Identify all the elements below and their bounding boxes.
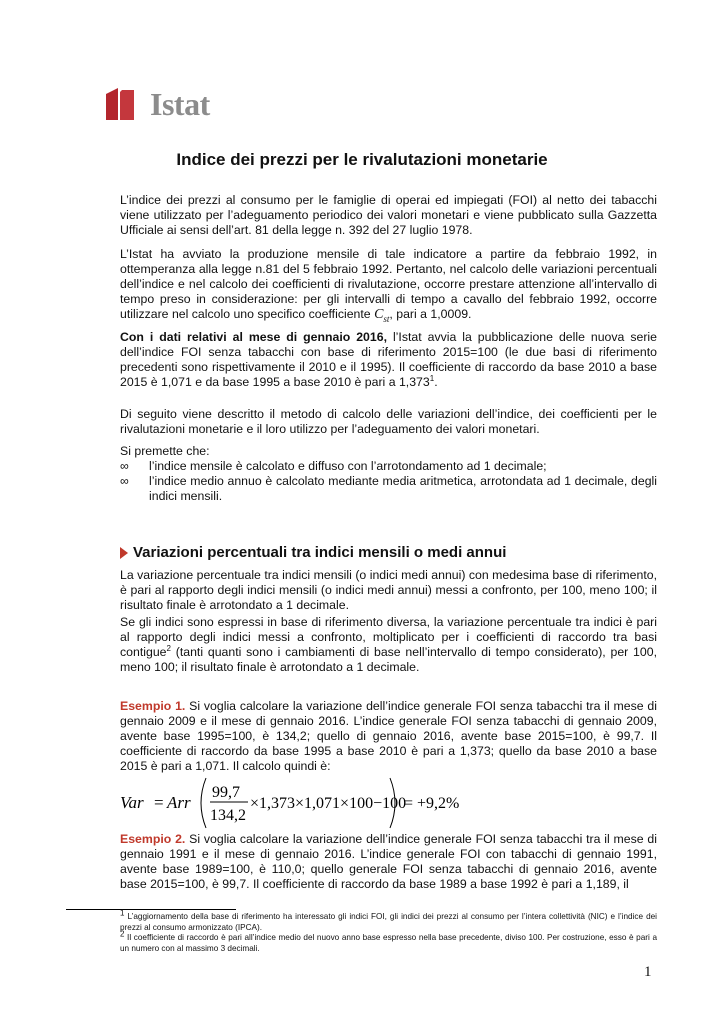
intro-paragraph-1 [120, 193, 657, 238]
footnote-number: 1 [120, 908, 125, 918]
intro-p3-end: . [434, 375, 438, 389]
premise-block [120, 444, 657, 504]
section-heading-text: Variazioni percentuali tra indici mensili o medi annui [133, 544, 507, 561]
section-heading [120, 544, 506, 561]
left-parenthesis-icon [201, 778, 206, 828]
section1-paragraph-2 [120, 615, 657, 675]
formula-equals: = [154, 793, 164, 812]
footnote-ref-1[interactable]: 1 [429, 373, 435, 383]
example-1-label: Esempio 1. [120, 699, 186, 713]
example-2-label: Esempio 2. [120, 832, 186, 846]
intro-p2-text: L’Istat ha avviato la produzione mensile di tale indicatore a partire da febbraio 1992, in ottemperanza alla legge n.81 del 5 febbraio 1992. Pertanto, nel calcolo delle variazioni percentuali dell’indice e nel calcolo dei coefficienti di rivalutazione, occorre prestare attenzione all’intervallo di tempo preso in considerazione: per gli intervalli di tempo a cavallo del febbraio 1992, occorre utilizzare nel calcolo uno specifico coefficiente [120, 247, 657, 321]
intro-paragraph-2 [120, 247, 657, 327]
footnote-ref-2[interactable]: 2 [166, 643, 171, 653]
list-item-text: l’indice medio annuo è calcolato mediante media aritmetica, arrotondata ad 1 decimale, degli indici mensili. [149, 474, 657, 503]
intro-p3-bold: Con i dati relativi al mese di gennaio 2016, [120, 330, 387, 344]
formula-arr: Arr [167, 793, 191, 812]
example-2 [120, 832, 657, 892]
section1-p2-tail: (tanti quanti sono i cambiamenti di base nell’intervallo di tempo considerato), per 100, meno 100; il risultato finale è arrotondato a 1 decimale. [120, 645, 657, 674]
example-1 [120, 699, 657, 774]
footnote-number: 2 [120, 929, 125, 939]
footnote-text: Il coefficiente di raccordo è pari all’indice medio del nuovo anno base espresso nella base precedente, diviso 100. Per costruzione, esso è pari a un numero con al massimo 3 decimali. [120, 933, 657, 953]
page-title: Indice dei prezzi per le rivalutazioni monetarie [176, 150, 548, 169]
intro-p2-tail: , pari a 1,0009. [389, 307, 472, 321]
red-arrow-icon [120, 547, 128, 559]
intro-paragraph-4 [120, 407, 657, 437]
footnote-1 [120, 908, 657, 933]
section1-p1-text: La variazione percentuale tra indici mensili (o indici medi annui) con medesima base di riferimento, è pari al rapporto degli indici mensili (o indici medi annui) messi a confronto, per 100, meno 100; il risultato finale è arrotondato a 1 decimale. [120, 568, 657, 612]
formula-denominator: 134,2 [210, 807, 246, 824]
list-item [120, 474, 657, 504]
example-2-text: Si voglia calcolare la variazione dell’indice generale FOI senza tabacchi tra il mese di gennaio 1991 e il mese di gennaio 2016. L’indice generale FOI con tabacchi di gennaio 1991, avente base 1989=100, è 110,0; quello generale FOI senza tabacchi di gennaio 2016, avente base 2015=100, è 99,7. Il coefficiente di raccordo da base 1989 a base 1992 è pari a 1,189, il [120, 832, 657, 891]
coefficient-symbol [374, 307, 389, 322]
coefficient-subscript: st [383, 313, 390, 324]
intro-p4-text: Di seguito viene descritto il metodo di calcolo delle variazioni dell’indice, dei coefficienti per le rivalutazioni monetarie e il loro utilizzo per l’adeguamento dei valori monetari. [120, 407, 657, 436]
footnote-2 [120, 929, 657, 954]
footnote-text: L’aggiornamento della base di riferimento ha interessato gli indici FOI, gli indici dei prezzi al consumo per l’intera collettività (NIC) e l’indice dei prezzi al consumo armonizzato (IPCA). [120, 912, 657, 932]
infinity-bullet-icon: ∞ [120, 474, 129, 488]
footnotes [120, 908, 657, 954]
istat-logo-text: Istat [150, 86, 210, 122]
section1-paragraph-1 [120, 568, 657, 613]
intro-paragraph-3 [120, 330, 657, 390]
footnote-divider [66, 909, 236, 910]
example-1-text: Si voglia calcolare la variazione dell’indice generale FOI senza tabacchi tra il mese di gennaio 2009 e il mese di gennaio 2016. L’indice generale FOI senza tabacchi di gennaio 2009, avente base 1995=100, è 134,2; quello di gennaio 2016, avente base 2015=100, è 99,7. Il coefficiente di raccordo da base 1995 a base 2010 è pari a 1,373; quello da base 2010 a base 2015 è pari a 1,071. Il calcolo quindi è: [120, 699, 657, 773]
coefficient-main: C [374, 307, 384, 322]
formula-lhs: Var [120, 793, 144, 812]
intro-p3-text: l’Istat avvia la pubblicazione delle nuova serie dell’indice FOI senza tabacchi con base di riferimento 2015=100 (le due basi di riferimento precedenti sono rispettivamente il 2010 e il 1995). Il coefficiente di raccordo da base 2010 a base 2015 è 1,071 e da base 1995 a base 2010 è pari a 1,373 [120, 330, 657, 389]
istat-logo [104, 86, 224, 120]
istat-logo-mark-icon [104, 86, 146, 120]
formula-rest: ×1,373×1,071×100−100 [250, 795, 407, 812]
section1-p2-text: Se gli indici sono espressi in base di riferimento diversa, la variazione percentuale tra indici è pari al rapporto degli indici messi a confronto, moltiplicato per i coefficienti di raccordo tra basi contigue [120, 615, 657, 659]
list-item-text: l’indice mensile è calcolato e diffuso con l’arrotondamento ad 1 decimale; [149, 459, 547, 473]
infinity-bullet-icon: ∞ [120, 459, 129, 473]
list-item [120, 459, 657, 474]
formula-result: = +9,2% [404, 795, 460, 812]
page-number: 1 [644, 964, 652, 980]
formula [120, 775, 480, 831]
formula-numerator: 99,7 [212, 784, 240, 801]
premise-text: Si premette che: [120, 444, 210, 458]
intro-p1-text: L’indice dei prezzi al consumo per le famiglie di operai ed impiegati (FOI) al netto dei tabacchi viene utilizzato per l’adeguamento periodico dei valori monetari e viene pubblicato sulla Gazzetta Ufficiale ai sensi dell’art. 81 della legge n. 392 del 27 luglio 1978. [120, 193, 657, 237]
